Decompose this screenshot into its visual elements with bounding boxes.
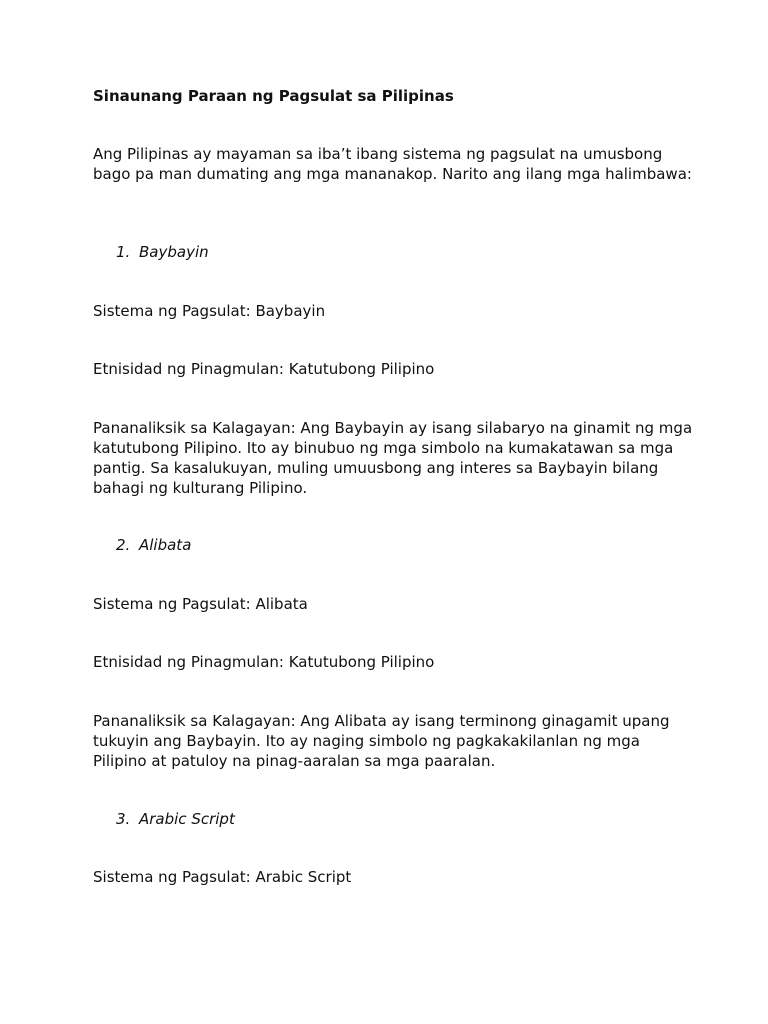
list-item-label: Alibata <box>139 536 192 554</box>
etnisidad-line: Etnisidad ng Pinagmulan: Katutubong Pilipino <box>93 653 435 671</box>
etnisidad-line: Etnisidad ng Pinagmulan: Katutubong Pilipino <box>93 360 435 378</box>
pananaliksik-paragraph: Pananaliksik sa Kalagayan: Ang Alibata ay isang terminong ginagamit upang tukuyin ang Baybayin. Ito ay naging simbolo ng pagkakakilanlan ng mga Pilipino at patuloy na pinag-aaralan sa mga paaralan. <box>93 712 670 770</box>
list-item-label: Arabic Script <box>139 810 235 828</box>
list-item-alibata <box>116 535 191 555</box>
list-item-arabic-script <box>116 809 235 829</box>
pananaliksik-paragraph: Pananaliksik sa Kalagayan: Ang Baybayin ay isang silabaryo na ginamit ng mga katutubong Pilipino. Ito ay binubuo ng mga simbolo na kumakatawan sa mga pantig. Sa kasalukuyan, muling umuusbong ang interes sa Baybayin bilang bahagi ng kulturang Pilipino. <box>93 419 693 497</box>
sistema-line: Sistema ng Pagsulat: Baybayin <box>93 302 326 320</box>
list-item-label: Baybayin <box>139 243 209 261</box>
sistema-line: Sistema ng Pagsulat: Alibata <box>93 595 308 613</box>
list-item-baybayin <box>116 242 209 262</box>
document-title: Sinaunang Paraan ng Pagsulat sa Pilipinas <box>93 87 454 105</box>
intro-paragraph: Ang Pilipinas ay mayaman sa iba’t ibang sistema ng pagsulat na umusbong bago pa man dumating ang mga mananakop. Narito ang ilang mga halimbawa: <box>93 145 692 183</box>
list-number: 3. <box>116 810 131 828</box>
list-number: 2. <box>116 536 131 554</box>
sistema-line: Sistema ng Pagsulat: Arabic Script <box>93 868 352 886</box>
list-number: 1. <box>116 243 131 261</box>
